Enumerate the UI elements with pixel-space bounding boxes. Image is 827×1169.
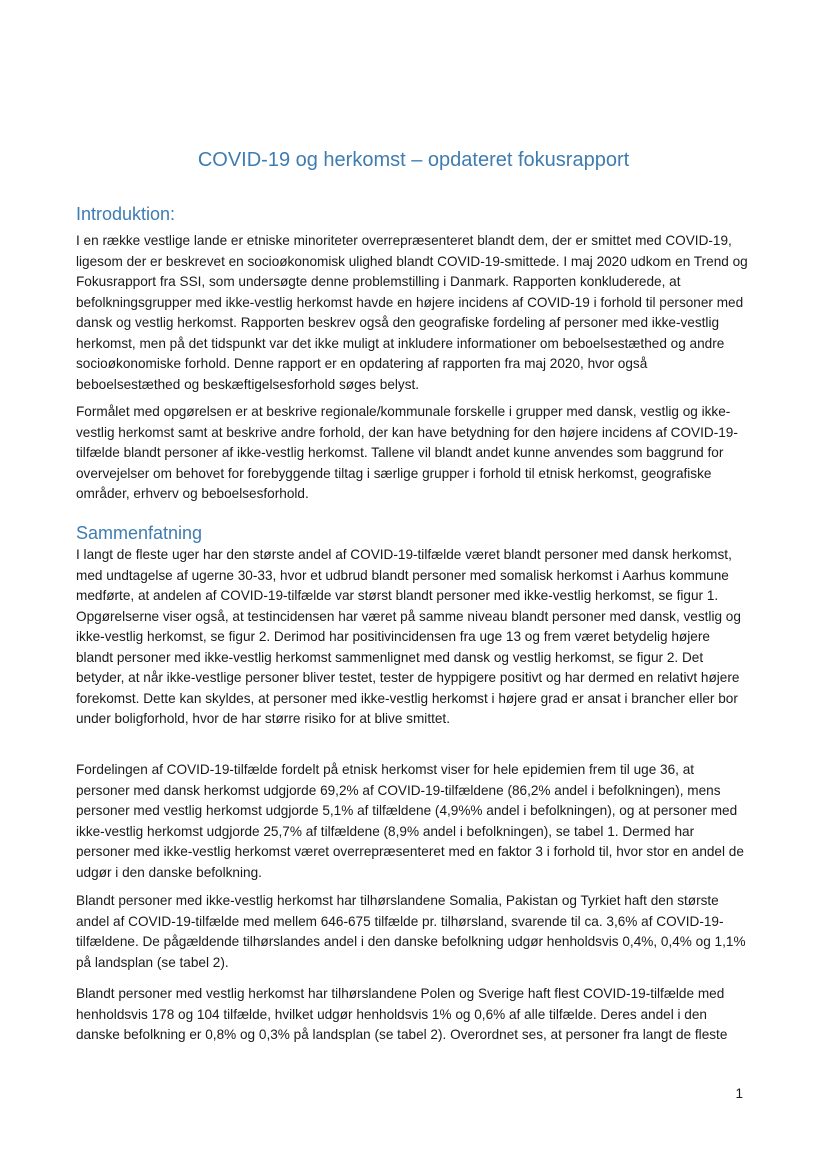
summary-paragraph-4: Blandt personer med vestlig herkomst har tilhørslandene Polen og Sverige haft flest COVID-19-tilfælde med henholdsvis 178 og 104 tilfælde, hvilket udgør henholdsvis 1% og 0,6% af alle tilfælde. Deres andel i den danske befolkning er 0,8% og 0,3% på landsplan (se tabel 2). Overordnet ses, at personer fra langt de fleste [76, 986, 728, 1042]
introduction-paragraph-1: I en række vestlige lande er etniske minoriteter overrepræsenteret blandt dem, der er smittet med COVID-19, ligesom der er beskrevet en socioøkonomisk ulighed blandt COVID-19-smittede. I maj 2020 udkom en Trend og Fokusrapport fra SSI, som undersøgte denne problemstilling i Danmark. Rapporten konkluderede, at befolkningsgrupper med ikke-vestlig herkomst havde en højere incidens af COVID-19 i forhold til personer med dansk og vestlig herkomst. Rapporten beskrev også den geografiske fordeling af personer med ikke-vestlig herkomst, men på det tidspunkt var det ikke muligt at inkludere informationer om beboelsestæthed og andre socioøkonomiske forhold. Denne rapport er en opdatering af rapporten fra maj 2020, hvor også beboelsestæthed og beskæftigelsesforhold søges belyst. [76, 233, 748, 392]
page-title: COVID-19 og herkomst – opdateret fokusrapport [197, 149, 630, 172]
summary-paragraph-1: I langt de fleste uger har den største andel af COVID-19-tilfælde været blandt personer med dansk herkomst, med undtagelse af ugerne 30-33, hvor et udbrud blandt personer med somalisk herkomst i Aarhus kommune medførte, at andelen af COVID-19-tilfælde var størst blandt personer med ikke-vestlig herkomst, se figur 1. Opgørelserne viser også, at testincidensen har været på samme niveau blandt personer med dansk, vestlig og ikke-vestlig herkomst, se figur 2. Derimod har positivincidensen fra uge 13 og frem været betydelig højere blandt personer med ikke-vestlig herkomst sammenlignet med dansk og vestlig herkomst, se figur 2. Det betyder, at når ikke-vestlige personer bliver testet, tester de hyppigere positivt og har dermed en relativt højere forekomst. Dette kan skyldes, at personer med ikke-vestlig herkomst i højere grad er ansat i brancher eller bor under boligforhold, hvor de har større risiko for at blive smittet. [76, 547, 741, 726]
page-number: 1 [735, 1086, 743, 1101]
introduction-paragraph-2: Formålet med opgørelsen er at beskrive regionale/kommunale forskelle i grupper med dansk, vestlig og ikke-vestlig herkomst samt at beskrive andre forhold, der kan have betydning for den højere incidens af COVID-19-tilfælde blandt personer af ikke-vestlig herkomst. Tallene vil blandt andet kunne anvendes som baggrund for overvejelser om behovet for forebyggende tiltag i særlige grupper i forhold til etnisk herkomst, geografiske områder, erhverv og beboelsesforhold. [76, 404, 738, 501]
introduction-heading: Introduktion: [76, 204, 176, 224]
summary-paragraph-2: Fordelingen af COVID-19-tilfælde fordelt på etnisk herkomst viser for hele epidemien frem til uge 36, at personer med dansk herkomst udgjorde 69,2% af COVID-19-tilfældene (86,2% andel i befolkningen), mens personer med vestlig herkomst udgjorde 5,1% af tilfældene (4,9%% andel i befolkningen), og at personer med ikke-vestlig herkomst udgjorde 25,7% af tilfældene (8,9% andel i befolkningen), se tabel 1. Dermed har personer med ikke-vestlig herkomst været overrepræsenteret med en faktor 3 i forhold til, hvor stor en andel de udgør i den danske befolkning. [76, 762, 744, 880]
summary-paragraph-3: Blandt personer med ikke-vestlig herkomst har tilhørslandene Somalia, Pakistan og Tyrkiet haft den største andel af COVID-19-tilfælde med mellem 646-675 tilfælde pr. tilhørsland, svarende til ca. 3,6% af COVID-19-tilfældene. De pågældende tilhørslandes andel i den danske befolkning udgør henholdsvis 0,4%, 0,4% og 1,1% på landsplan (se tabel 2). [76, 893, 746, 970]
summary-heading: Sammenfatning [76, 523, 203, 543]
